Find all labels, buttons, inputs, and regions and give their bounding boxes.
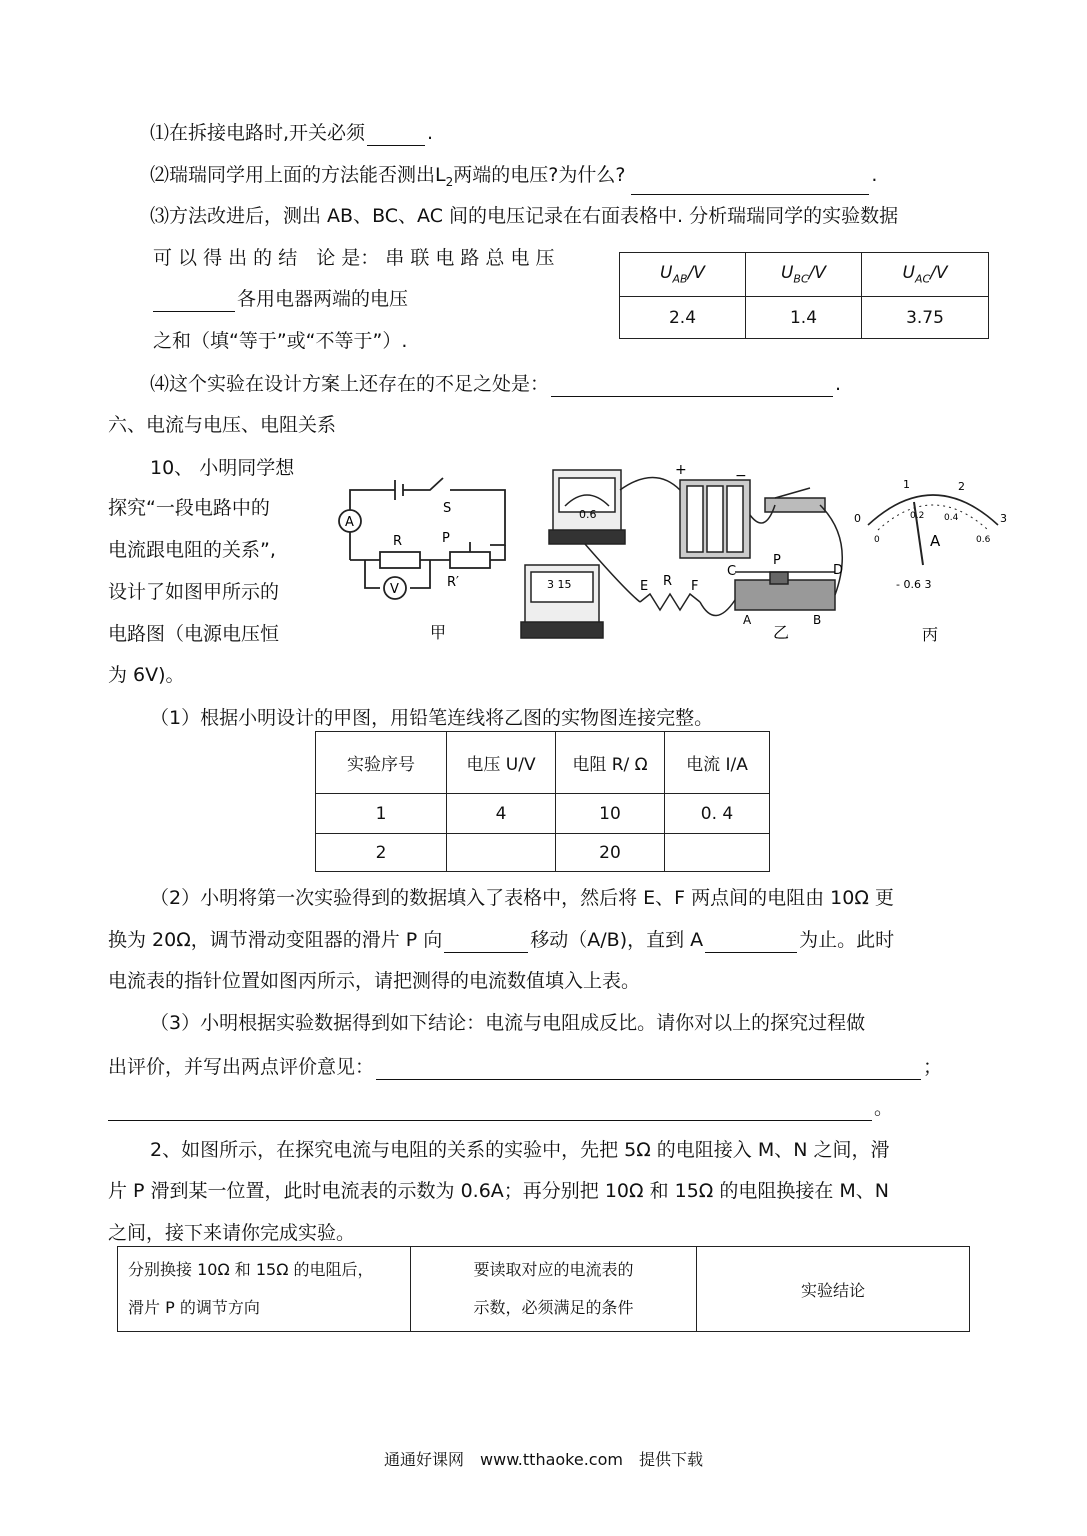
question-2-3-line-3: 。 bbox=[108, 1095, 893, 1121]
answer-blank[interactable] bbox=[153, 291, 235, 312]
battery-minus-label: − bbox=[735, 468, 747, 484]
resistor-label: R bbox=[393, 534, 403, 549]
section-heading: 六、电流与电压、电阻关系 bbox=[108, 414, 337, 436]
circuit-diagram-jia bbox=[325, 470, 525, 650]
value-uac: 3.75 bbox=[862, 297, 989, 339]
apparatus-figure-yi bbox=[515, 460, 865, 650]
cell-direction: 分别换接 10Ω 和 15Ω 的电阻后， 滑片 P 的调节方向 bbox=[118, 1247, 411, 1332]
table-row: 2 20 bbox=[316, 834, 770, 872]
terminal-c-label: C bbox=[727, 564, 737, 579]
question-4: ⑷这个实验在设计方案上还存在的不足之处是： . bbox=[150, 373, 842, 395]
slider-label: P bbox=[442, 531, 450, 546]
question-2-2-line-2: 换为 20Ω，调节滑动变阻器的滑片 P 向 移动（A/B)，直到 A 为止。此时 bbox=[108, 929, 895, 951]
terminal-e-label: E bbox=[640, 579, 649, 594]
dial-inner-tick-04: 0.4 bbox=[944, 513, 959, 523]
answer-blank[interactable] bbox=[551, 376, 833, 397]
answer-blank[interactable] bbox=[444, 932, 528, 953]
cell-conclusion: 实验结论 bbox=[697, 1247, 970, 1332]
question-1: ⑴在拆接电路时,开关必须 . bbox=[150, 122, 434, 144]
terminal-f-label: F bbox=[691, 579, 699, 594]
cell-condition: 要读取对应的电流表的 示数，必须满足的条件 bbox=[411, 1247, 697, 1332]
question-2: ⑵瑞瑞同学用上面的方法能否测出$L_2$两端的电压?为什么? . bbox=[150, 162, 877, 195]
intro-line-2: 探究“一段电路中的 bbox=[108, 497, 270, 519]
page-footer: 通通好课网 www.tthaoke.com 提供下载 bbox=[384, 1450, 703, 1469]
figure-label-yi: 乙 bbox=[773, 623, 790, 642]
dial-terminals: - 0.6 3 bbox=[896, 578, 932, 591]
th-current: 电流 I/A bbox=[665, 732, 770, 794]
problem-2-table bbox=[117, 1246, 970, 1332]
answer-blank[interactable] bbox=[367, 125, 425, 146]
dial-tick-3: 3 bbox=[1000, 512, 1007, 525]
problem-2-line-1: 2、如图所示，在探究电流与电阻的关系的实验中，先把 5Ω 的电阻接入 M、N 之间，滑 bbox=[150, 1139, 890, 1161]
answer-blank[interactable] bbox=[705, 932, 797, 953]
question-3-line-4: 之和（填“等于”或“不等于”）. bbox=[153, 330, 408, 352]
value-ubc: 1.4 bbox=[746, 297, 862, 339]
dial-unit-label: A bbox=[930, 532, 941, 550]
question-2-2-line-1: （2）小明将第一次实验得到的数据填入了表格中，然后将 E、F 两点间的电阻由 10Ω 更 bbox=[150, 887, 894, 909]
header-uab: $U_{AB}/V$ bbox=[620, 253, 746, 297]
intro-line-6: 为 6V)。 bbox=[108, 664, 185, 686]
question-2-2-line-3: 电流表的指针位置如图丙所示，请把测得的电流数值填入上表。 bbox=[108, 970, 641, 992]
answer-blank[interactable] bbox=[631, 174, 869, 195]
th-voltage: 电压 U/V bbox=[447, 732, 556, 794]
th-resistance: 电阻 R/ Ω bbox=[556, 732, 665, 794]
ammeter-scale-label: 0.6 bbox=[579, 508, 597, 521]
intro-line-3: 电流跟电阻的关系”, bbox=[108, 539, 276, 561]
question-2-3-line-2: 出评价，并写出两点评价意见： ； bbox=[108, 1056, 943, 1078]
voltmeter-symbol: V bbox=[390, 582, 399, 597]
question-2-3-line-1: （3）小明根据实验数据得到如下结论：电流与电阻成反比。请你对以上的探究过程做 bbox=[150, 1012, 866, 1034]
intro-line-5: 电路图（电源电压恒 bbox=[108, 623, 280, 645]
question-2-1: （1）根据小明设计的甲图，用铅笔连线将乙图的实物图连接完整。 bbox=[150, 707, 714, 729]
terminal-a-label: A bbox=[743, 613, 752, 627]
switch-label: S bbox=[443, 501, 452, 516]
problem-2-line-2: 片 P 滑到某一位置，此时电流表的示数为 0.6A；再分别把 10Ω 和 15Ω 的电阻换接在 M、N bbox=[108, 1180, 889, 1202]
question-3-line-3: 各用电器两端的电压 bbox=[153, 286, 408, 312]
value-uab: 2.4 bbox=[620, 297, 746, 339]
header-ubc: $U_{BC}/V$ bbox=[746, 253, 862, 297]
question-3-line-2: 可 以 得 出 的 结 论 是： 串 联 电 路 总 电 压 bbox=[153, 247, 555, 269]
experiment-table bbox=[315, 731, 770, 872]
ammeter-dial-bing bbox=[848, 470, 1018, 650]
resistor-r-label: R bbox=[663, 574, 673, 589]
dial-tick-1: 1 bbox=[903, 478, 910, 491]
dial-inner-tick-0: 0 bbox=[874, 535, 880, 545]
header-uac: $U_{AC}/V$ bbox=[862, 253, 989, 297]
terminal-b-label: B bbox=[813, 613, 822, 627]
figure-label-bing: 丙 bbox=[922, 625, 939, 644]
voltage-table bbox=[619, 252, 989, 339]
problem-2-line-3: 之间，接下来请你完成实验。 bbox=[108, 1222, 356, 1244]
intro-line-4: 设计了如图甲所示的 bbox=[108, 581, 280, 603]
question-3-line-1: ⑶方法改进后，测出 AB、BC、AC 间的电压记录在右面表格中. 分析瑞瑞同学的实验数据 bbox=[150, 205, 899, 227]
table-row: 1 4 10 0. 4 bbox=[316, 794, 770, 834]
answer-blank[interactable] bbox=[376, 1059, 921, 1080]
intro-line-1: 10、 小明同学想 bbox=[150, 457, 295, 479]
slider-p-label: P bbox=[773, 553, 781, 568]
figure-label-jia: 甲 bbox=[430, 623, 447, 642]
rheostat-label: R′ bbox=[447, 575, 459, 590]
battery-plus-label: + bbox=[675, 462, 687, 478]
ammeter-symbol: A bbox=[345, 515, 354, 530]
dial-inner-tick-02: 0.2 bbox=[910, 511, 925, 521]
terminal-d-label: D bbox=[833, 563, 844, 578]
answer-blank[interactable] bbox=[108, 1100, 872, 1121]
dial-inner-tick-06: 0.6 bbox=[976, 535, 991, 545]
dial-tick-0: 0 bbox=[854, 512, 861, 525]
th-index: 实验序号 bbox=[316, 732, 447, 794]
dial-tick-2: 2 bbox=[958, 480, 965, 493]
voltmeter-scale-label: 3 15 bbox=[547, 578, 572, 591]
